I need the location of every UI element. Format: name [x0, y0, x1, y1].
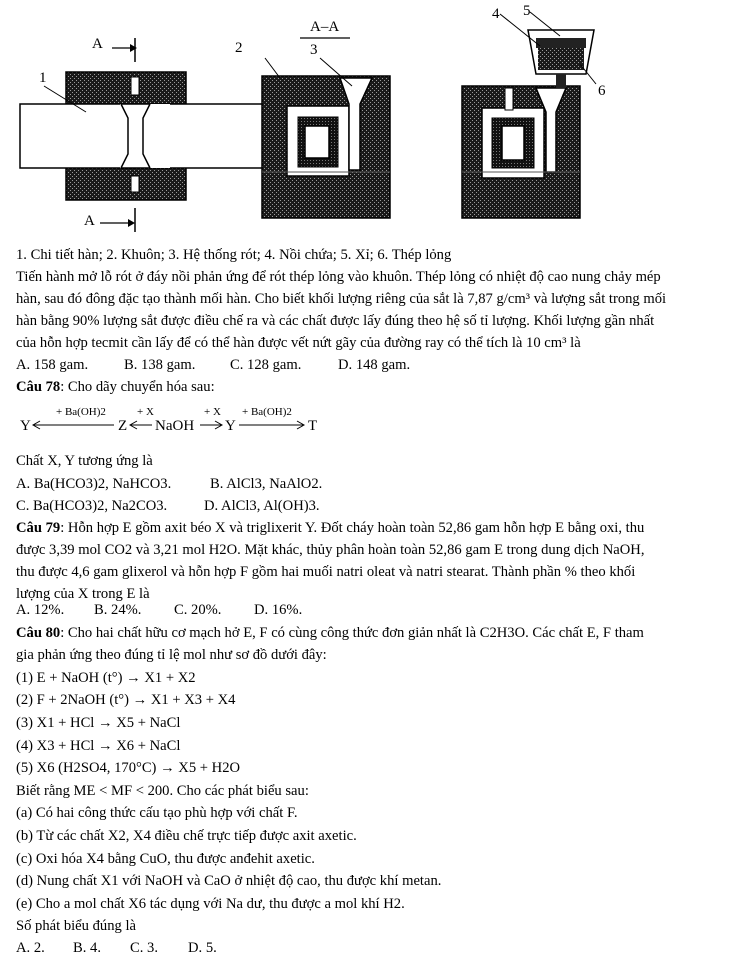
top-view-diagram	[20, 38, 300, 232]
label-6: 6	[598, 83, 606, 99]
q78-stem-text: : Cho dãy chuyển hóa sau:	[60, 379, 215, 395]
scheme-arrow2-label: + X	[137, 406, 154, 418]
q78-label: Câu 78	[16, 379, 61, 395]
q79-option-d[interactable]: D. 16%.	[254, 602, 303, 618]
label-a-top: A	[92, 36, 103, 52]
q77-option-a[interactable]: A. 158 gam.	[16, 357, 89, 373]
q77-line-2: hàn, sau đó đông đặc tạo thành mối hàn. Cho biết khối lượng riêng của sắt là 7,87 g/cm³ và lượng sắt trong mối	[16, 291, 667, 307]
q78-option-d[interactable]: D. AlCl3, Al(OH)3.	[204, 498, 320, 514]
q77-line-1: Tiến hành mở lỗ rót ở đáy nồi phản ứng để rót thép lỏng vào khuôn. Thép lỏng có nhiệt độ cao nung chảy mép	[16, 269, 661, 285]
q80-reaction-4: (4) X3 + HCl → X6 + NaCl	[16, 738, 181, 754]
q80-option-b[interactable]: B. 4.	[73, 940, 101, 956]
q80-statement-d: (d) Nung chất X1 với NaOH và CaO ở nhiệt độ cao, thu được khí metan.	[16, 873, 442, 889]
scheme-y2: Y	[225, 418, 236, 434]
label-section: A–A	[310, 19, 340, 35]
q79-options	[16, 599, 736, 621]
q80-option-c[interactable]: C. 3.	[130, 940, 158, 956]
q79-option-a[interactable]: A. 12%.	[16, 602, 65, 618]
q78-scheme	[20, 405, 350, 435]
q80-label: Câu 80	[16, 625, 61, 641]
q79-line-1	[16, 517, 736, 539]
scheme-z: Z	[118, 418, 128, 434]
q80-line-1-text: : Cho hai chất hữu cơ mạch hở E, F có cùng công thức đơn giản nhất là C2H3O. Các chất E, F tham	[60, 625, 644, 641]
q77-option-b[interactable]: B. 138 gam.	[124, 357, 196, 373]
section-diagram	[262, 38, 390, 218]
q80-statement-e: (e) Cho a mol chất X6 tác dụng với Na dư, thu được a mol khí H2.	[16, 896, 405, 912]
scheme-y1: Y	[20, 418, 31, 434]
label-4: 4	[492, 6, 500, 22]
q78-question: Chất X, Y tương ứng là	[16, 453, 153, 469]
q79-label: Câu 79	[16, 520, 61, 536]
q78-option-b[interactable]: B. AlCl3, NaAlO2.	[210, 476, 323, 492]
q79-line-1-text: : Hỗn hợp E gồm axit béo X và triglixerit Y. Đốt cháy hoàn toàn 52,86 gam hỗn hợp E bằng oxi, thu	[60, 520, 645, 536]
q79-line-4: lượng của X trong E là	[16, 586, 150, 602]
q79-option-c[interactable]: C. 20%.	[174, 602, 222, 618]
scheme-naoh: NaOH	[155, 418, 195, 434]
scheme-t: T	[308, 418, 318, 434]
thermite-welding-figure	[0, 0, 750, 240]
label-2: 2	[235, 40, 243, 56]
q77-option-d[interactable]: D. 148 gam.	[338, 357, 411, 373]
q80-line-1	[16, 622, 736, 644]
q78-options-row2	[16, 495, 736, 517]
q78-options-row1	[16, 473, 736, 495]
label-1: 1	[39, 70, 47, 86]
scheme-arrow4-label: + Ba(OH)2	[242, 406, 292, 418]
q77-line-3: hàn bằng 90% lượng sắt được điều chế ra và các chất được lấy đúng theo hệ số tỉ lượng. Khối lượng gần nhất	[16, 313, 655, 329]
q78-stem	[16, 376, 736, 398]
q80-reaction-2: (2) F + 2NaOH (t°) → X1 + X3 + X4	[16, 692, 236, 708]
crucible-diagram	[462, 12, 596, 218]
q80-statement-b: (b) Từ các chất X2, X4 điều chế trực tiếp được axit axetic.	[16, 828, 357, 844]
q80-line-2: gia phản ứng theo đúng tỉ lệ mol như sơ đồ dưới đây:	[16, 647, 327, 663]
q80-statement-a: (a) Có hai công thức cấu tạo phù hợp với chất F.	[16, 805, 298, 821]
q77-line-4: của hỗn hợp tecmit cần lấy để có thể hàn được vết nứt gãy của đường ray có thể tích là 10 cm³ là	[16, 335, 581, 351]
q80-count-question: Số phát biểu đúng là	[16, 918, 136, 934]
q79-option-b[interactable]: B. 24%.	[94, 602, 142, 618]
q80-given: Biết rằng ME < MF < 200. Cho các phát biểu sau:	[16, 783, 309, 799]
q80-reaction-3: (3) X1 + HCl → X5 + NaCl	[16, 715, 181, 731]
q77-option-c[interactable]: C. 128 gam.	[230, 357, 302, 373]
label-3: 3	[310, 42, 318, 58]
q78-option-c[interactable]: C. Ba(HCO3)2, Na2CO3.	[16, 498, 168, 514]
q80-reaction-1: (1) E + NaOH (t°) → X1 + X2	[16, 670, 196, 686]
q79-line-3: thu được 4,6 gam glixerol và hỗn hợp F gồm hai muối natri oleat và natri stearat. Thành phần % theo khối	[16, 564, 636, 580]
scheme-arrow3-label: + X	[204, 406, 221, 418]
q80-reaction-5: (5) X6 (H2SO4, 170°C) → X5 + H2O	[16, 760, 241, 776]
q80-statement-c: (c) Oxi hóa X4 bằng CuO, thu được anđehit axetic.	[16, 851, 315, 867]
q80-options	[16, 937, 736, 959]
q80-option-d[interactable]: D. 5.	[188, 940, 217, 956]
figure-caption: 1. Chi tiết hàn; 2. Khuôn; 3. Hệ thống rót; 4. Nồi chứa; 5. Xỉ; 6. Thép lỏng	[16, 247, 452, 263]
q80-option-a[interactable]: A. 2.	[16, 940, 45, 956]
scheme-arrow1-label: + Ba(OH)2	[56, 406, 106, 418]
q78-option-a[interactable]: A. Ba(HCO3)2, NaHCO3.	[16, 476, 172, 492]
welding-diagram	[0, 0, 750, 240]
label-5: 5	[523, 3, 531, 19]
label-a-bottom: A	[84, 213, 95, 229]
q77-options	[16, 354, 736, 376]
q79-line-2: được 3,39 mol CO2 và 3,21 mol H2O. Mặt khác, thủy phân hoàn toàn 52,86 gam E trong dung dịch NaOH,	[16, 542, 645, 558]
